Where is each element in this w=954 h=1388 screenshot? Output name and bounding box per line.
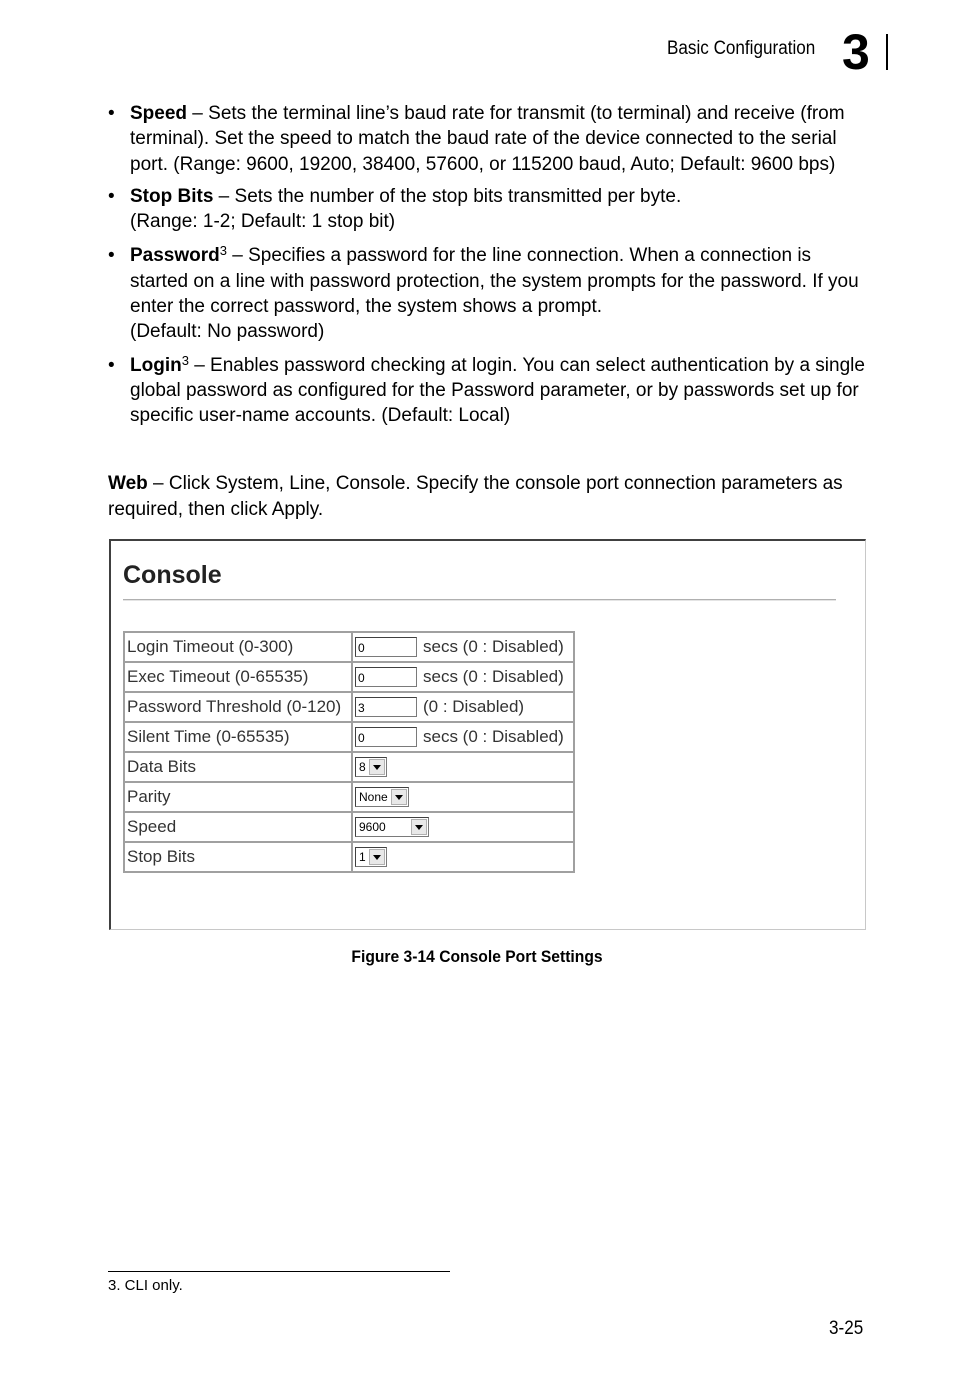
table-row: Silent Time (0-65535) 0 secs (0 : Disabled) bbox=[124, 722, 574, 752]
console-settings-table bbox=[123, 631, 575, 873]
list-item: • Password$^3$ – Specifies a password for the line connection. When a connection is started on a line with password protection, the system prompts for the password. If you enter the correct password, the system shows a prompt. (Default: No password) bbox=[108, 243, 859, 343]
silent-time-input[interactable]: 0 bbox=[355, 727, 417, 747]
field-label: Exec Timeout (0-65535) bbox=[124, 662, 352, 692]
field-label: Password Threshold (0-120) bbox=[124, 692, 352, 722]
figure-caption: Figure 3-14 Console Port Settings bbox=[351, 947, 603, 966]
table-row: Exec Timeout (0-65535) 0 secs (0 : Disabled) bbox=[124, 662, 574, 692]
list-item: • Stop Bits – Sets the number of the stop bits transmitted per byte. (Range: 1-2; Default: 1 stop bit) bbox=[108, 185, 682, 233]
chapter-number: 3 bbox=[842, 24, 870, 80]
chevron-down-icon bbox=[369, 849, 385, 865]
web-instructions: Web – Click System, Line, Console. Specify the console port connection parameters as required, then click Apply. bbox=[108, 473, 843, 520]
field-label: Stop Bits bbox=[124, 842, 352, 872]
table-row: Login Timeout (0-300) 0 secs (0 : Disabled) bbox=[124, 632, 574, 662]
chevron-down-icon bbox=[411, 819, 427, 835]
chevron-down-icon bbox=[369, 759, 385, 775]
list-item: • Login$^3$ – Enables password checking at login. You can select authentication by a single global password as configured for the Password parameter, or by passwords set up for specific user-name accounts. (Default: Local) bbox=[108, 352, 865, 427]
login-timeout-input[interactable]: 0 bbox=[355, 637, 417, 657]
parity-select[interactable]: None bbox=[355, 787, 409, 807]
field-label: Parity bbox=[124, 782, 352, 812]
footnote-divider bbox=[108, 1271, 450, 1272]
table-row bbox=[124, 782, 574, 812]
figure-title: Console bbox=[123, 561, 222, 589]
table-row bbox=[124, 842, 574, 872]
term-stop-bits: Stop Bits bbox=[130, 185, 214, 207]
list-item: • Speed – Sets the terminal line’s baud rate for transmit (to terminal) and receive (from terminal). Set the speed to match the baud rate of the device connected to the serial port. (Range: 9600, 19200, 38400, 57600, or 115200 baud, Auto; Default: 9600 bps) bbox=[108, 103, 845, 175]
chapter-divider bbox=[886, 34, 888, 70]
table-row bbox=[124, 752, 574, 782]
chevron-down-icon bbox=[391, 789, 407, 805]
field-label: Speed bbox=[124, 812, 352, 842]
footnote: 3. CLI only. bbox=[108, 1277, 183, 1294]
exec-timeout-input[interactable]: 0 bbox=[355, 667, 417, 687]
data-bits-select[interactable]: 8 bbox=[355, 757, 387, 777]
field-label: Silent Time (0-65535) bbox=[124, 722, 352, 752]
title-divider bbox=[123, 599, 836, 601]
console-figure bbox=[109, 539, 866, 930]
stop-bits-select[interactable]: 1 bbox=[355, 847, 387, 867]
section-title: Basic Configuration bbox=[667, 38, 816, 59]
parameter-list bbox=[108, 101, 868, 436]
table-row bbox=[124, 812, 574, 842]
password-threshold-input[interactable]: 3 bbox=[355, 697, 417, 717]
term-login: Login bbox=[130, 354, 182, 376]
speed-select[interactable]: 9600 bbox=[355, 817, 429, 837]
field-label: Login Timeout (0-300) bbox=[124, 632, 352, 662]
field-label: Data Bits bbox=[124, 752, 352, 782]
page-number: 3-25 bbox=[829, 1318, 864, 1339]
table-row: Password Threshold (0-120) 3 (0 : Disabled) bbox=[124, 692, 574, 722]
term-password: Password bbox=[130, 245, 220, 267]
term-speed: Speed bbox=[130, 103, 188, 124]
